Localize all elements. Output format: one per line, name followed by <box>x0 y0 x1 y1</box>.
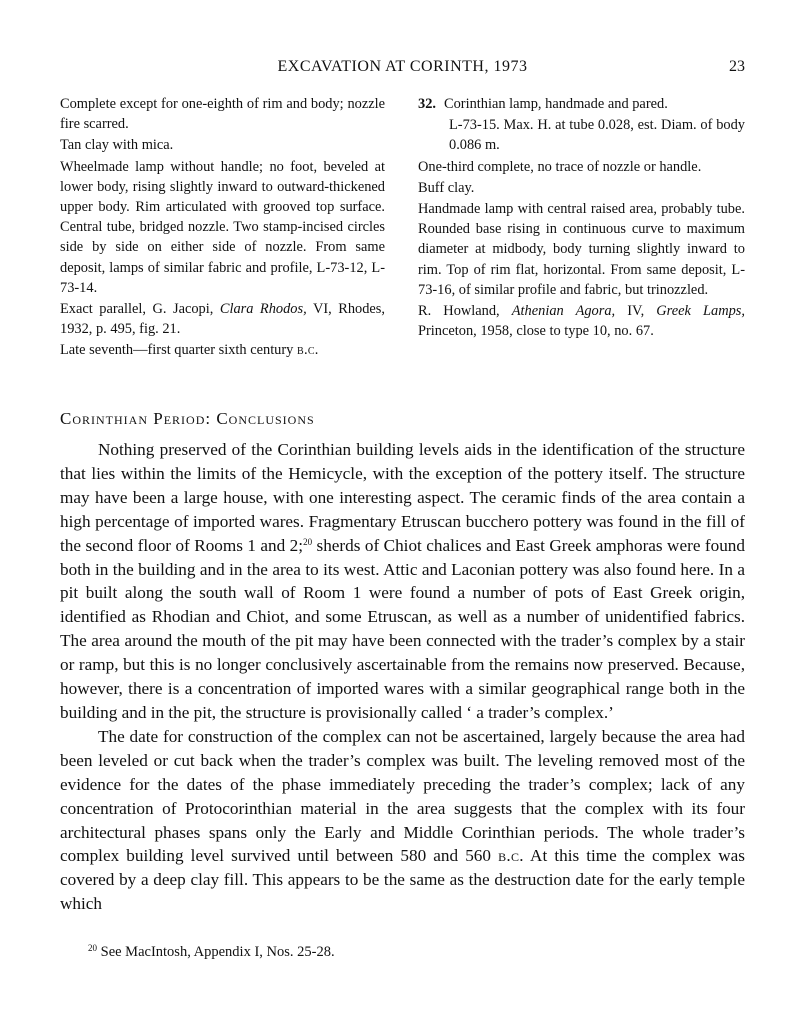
paragraph-2: The date for construction of the complex can not be ascertained, largely because the area had been leveled or cut back when the trader’s complex was built. The leveling removed most of the evidence for the dates of the phase immediately preceding the trader’s complex; lack of any concentration of Protocorinthian material in the area suggests that the complex with its four architectural phases spans only the Early and Middle Corinthian periods. The whole trader’s complex building level survived until between 580 and 560 b.c. At this time the complex was covered by a deep clay fill. This appears to be the same as the destruction date for the early temple which <box>60 726 745 914</box>
footnote-ref[interactable]: 20 <box>303 536 313 547</box>
inventory-measurements: L-73-15. Max. H. at tube 0.028, est. Diam. of body 0.086 m. <box>449 117 745 154</box>
footnote-text: See MacIntosh, Appendix I, Nos. 25-28. <box>97 944 335 960</box>
section-heading: Corinthian Period: Conclusions <box>60 409 315 428</box>
parallel-reference: R. Howland, Athenian Agora, IV, Greek Lamps, Princeton, 1958, close to type 10, no. 67. <box>418 303 745 340</box>
catalogue-left-column <box>60 94 385 362</box>
paragraph-1: Nothing preserved of the Corinthian building levels aids in the identification of the structure that lies within the limits of the Hemicycle, with the exception of the pottery itself. The structure may have been a large house, with one interesting aspect. The ceramic finds of the area contain a high percentage of imported wares. Fragmentary Etruscan bucchero pottery was found in the fill of the second floor of Rooms 1 and 2;$^{20}$ sherds of Chiot chalices and East Greek amphoras were found both in the building and in the area to its west. Attic and Laconian pottery was also found here. In a pit built along the south wall of Room 1 were found a number of pots of East Greek origin, identified as Rhodian and Chiot, and some Etruscan, as well as a number of unidentified fabrics. The area around the mouth of the pit may have been connected with the trader’s complex by a stair or ramp, but this is no longer conclusively ascertainable from the remains now preserved. Because, however, there is a concentration of imported wares with a similar geographical range both in the building and in the pit, the structure is provisionally called ‘ a trader’s complex.’ <box>60 440 745 722</box>
era-label: b.c. <box>296 342 319 359</box>
footnote <box>88 944 335 961</box>
catalogue-entry-title: 32. Corinthian lamp, handmade and pared. <box>418 96 668 112</box>
preservation-note: Complete except for one-eighth of rim and body; nozzle fire scarred. <box>60 96 385 133</box>
date-note: Late seventh—first quarter sixth century b.c. <box>60 342 319 359</box>
preservation-note: One-third complete, no trace of nozzle or handle. <box>418 158 702 175</box>
running-header <box>60 58 745 82</box>
description: Handmade lamp with central raised area, probably tube. Rounded base rising in continuous curve to maximum diameter at midbody, body turning slightly inward to rim. Top of rim flat, horizontal. From same deposit, L-73-16, of similar profile and fabric, but trinozzled. <box>418 201 745 298</box>
series-title: Greek Lamps, <box>656 303 745 320</box>
clay-note: Tan clay with mica. <box>60 137 174 154</box>
page-number: 23 <box>729 58 745 75</box>
journal-title: Clara Rhodos, <box>219 301 307 318</box>
parallel-reference: Exact parallel, G. Jacopi, Clara Rhodos, VI, Rhodes, 1932, p. 495, fig. 21. <box>60 301 385 338</box>
footnote-marker: 20 <box>88 943 97 953</box>
catalogue-right-column <box>418 94 745 342</box>
description: Wheelmade lamp without handle; no foot, beveled at lower body, rising slightly inward to outward-thickened upper body. Rim articulated with grooved top surface. Central tube, bridged nozzle. Two stamp-incised circles side by side on either side of nozzle. From same deposit, lamps of similar fabric and profile, L-73-12, L-73-14. <box>60 158 385 296</box>
book-title: Athenian Agora, <box>511 303 616 320</box>
catalogue-number: 32. <box>418 96 436 112</box>
running-title: EXCAVATION AT CORINTH, 1973 <box>277 58 528 75</box>
body-text <box>60 438 745 916</box>
clay-note: Buff clay. <box>418 179 475 196</box>
era-label: b.c. <box>498 846 524 866</box>
